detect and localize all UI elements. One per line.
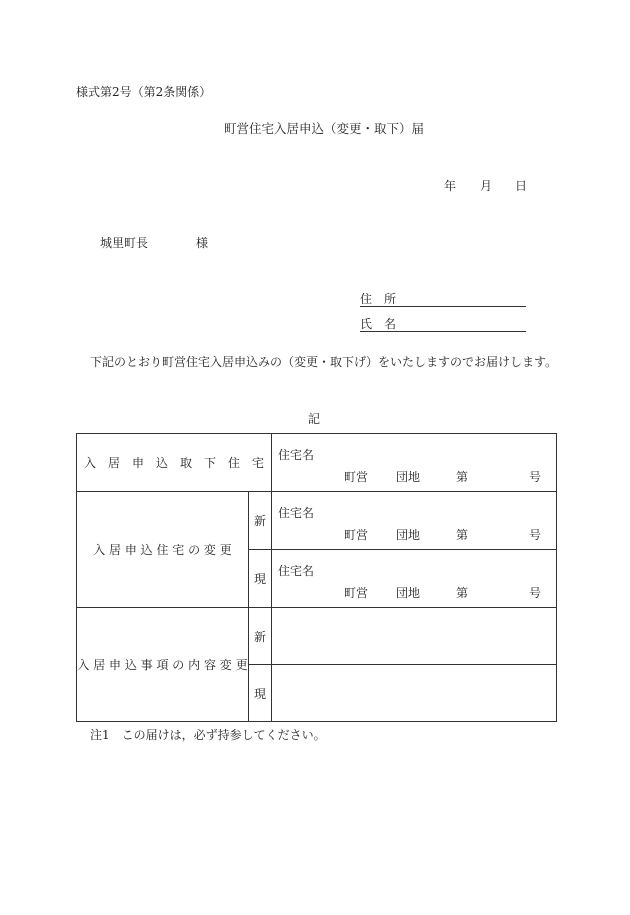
application-table xyxy=(76,433,557,722)
addr-danchi: 団地 xyxy=(396,586,421,600)
current-label-text: 現 xyxy=(254,686,267,701)
housing-name-label: 住宅名 xyxy=(278,448,315,462)
current-label xyxy=(249,550,272,608)
change-details-label-text: 入 居 申 込 事 項 の 内 容 変 更 xyxy=(77,658,248,672)
current-label xyxy=(249,665,272,722)
new-housing-cell[interactable] xyxy=(272,492,557,550)
form-number: 様式第2号（第2条関係） xyxy=(76,85,212,99)
housing-name-label: 住宅名 xyxy=(278,564,315,578)
current-label-text: 現 xyxy=(254,572,267,586)
new-label xyxy=(249,492,272,550)
withdraw-label-text: 入 居 申 込 取 下 住 宅 xyxy=(84,456,265,470)
addr-town: 町営 xyxy=(344,470,369,484)
addr-go: 号 xyxy=(529,470,542,484)
addr-town: 町営 xyxy=(344,586,369,600)
date-day: 日 xyxy=(515,179,528,193)
new-details-cell[interactable] xyxy=(272,608,557,665)
new-label-text: 新 xyxy=(254,629,267,644)
current-details-cell[interactable] xyxy=(272,665,557,722)
addr-go: 号 xyxy=(529,528,542,542)
change-housing-label xyxy=(77,492,249,608)
addr-danchi: 団地 xyxy=(396,470,421,484)
withdraw-label xyxy=(77,434,272,492)
change-details-label xyxy=(77,608,249,722)
address-line[interactable] xyxy=(360,306,526,307)
new-label xyxy=(249,608,272,665)
ki-heading: 記 xyxy=(308,412,321,426)
change-housing-label-text: 入 居 申 込 住 宅 の 変 更 xyxy=(93,543,232,557)
addressee-honorific: 様 xyxy=(196,236,209,250)
new-label-text: 新 xyxy=(254,514,267,528)
date-month: 月 xyxy=(480,179,493,193)
addr-go: 号 xyxy=(529,586,542,600)
intro-text: 下記のとおり町営住宅入居申込みの（変更・取下げ）をいたしますのでお届けします。 xyxy=(90,355,558,369)
addr-dai: 第 xyxy=(456,470,469,484)
page-title: 町営住宅入居申込（変更・取下）届 xyxy=(224,121,425,136)
address-label: 住 所 xyxy=(360,292,397,306)
name-label: 氏 名 xyxy=(360,317,397,331)
current-housing-cell[interactable] xyxy=(272,550,557,608)
note: 注1 この届けは，必ず持参してください。 xyxy=(90,728,326,742)
addr-dai: 第 xyxy=(456,586,469,600)
addr-town: 町営 xyxy=(344,528,369,542)
housing-name-label: 住宅名 xyxy=(278,506,315,520)
name-line[interactable] xyxy=(360,331,526,332)
addr-danchi: 団地 xyxy=(396,528,421,542)
addr-dai: 第 xyxy=(456,528,469,542)
date-year: 年 xyxy=(444,179,457,193)
withdraw-housing-cell[interactable] xyxy=(272,434,557,492)
addressee-name: 城里町長 xyxy=(100,236,149,250)
